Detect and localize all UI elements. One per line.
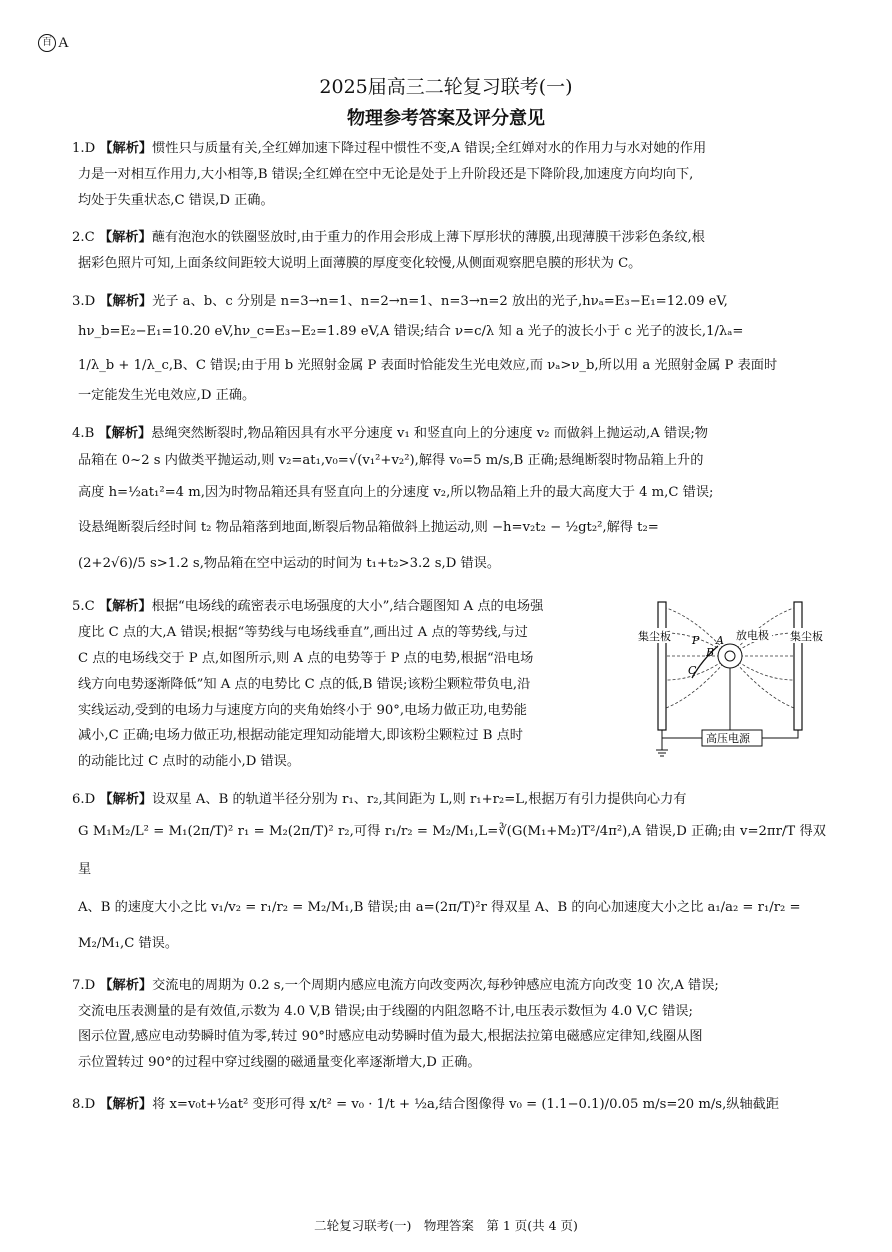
- point-label-c: C: [688, 664, 697, 678]
- answer-line: 度比 C 点的大,A 错误;根据“等势线与电场线垂直”,画出过 A 点的等势线,与过: [78, 625, 528, 641]
- answer-line: 1/λ_b + 1/λ_c,B、C 错误;由于用 b 光照射金属 P 表面时恰能发生光电效应,而 νₐ>ν_b,所以用 a 光照射金属 P 表面时: [78, 357, 778, 373]
- analysis-tag: 【解析】: [99, 791, 153, 807]
- answer-line: G M₁M₂/L² = M₁(2π/T)² r₁ = M₂(2π/T)² r₂,可得 r₁/r₂ = M₂/M₁,L=∛(G(M₁+M₂)T²/4π²),A 错误,D 正确;由 v=2πr/T 得双星: [78, 823, 826, 877]
- answer-line: 实线运动,受到的电场力与速度方向的夹角始终小于 90°,电场力做正功,电势能: [78, 702, 527, 718]
- point-label-p: P: [692, 634, 700, 648]
- left-collector-plate: [658, 602, 666, 730]
- answer-item: [72, 1088, 826, 1122]
- answer-item: [72, 787, 826, 961]
- answer-line: 均处于失重状态,C 错误,D 正确。: [78, 192, 274, 208]
- analysis-tag: 【解析】: [99, 1096, 153, 1112]
- corner-mark: [38, 34, 69, 52]
- analysis-tag: 【解析】: [99, 977, 153, 993]
- answer-item: [72, 225, 826, 277]
- answer-item: [72, 594, 826, 775]
- page-footer: 二轮复习联考(一) 物理答案 第 1 页(共 4 页): [314, 1218, 578, 1233]
- analysis-tag: 【解析】: [98, 599, 152, 615]
- answer-line: A、B 的速度大小之比 v₁/v₂ = r₁/r₂ = M₂/M₁,B 错误;由 a=(2π/T)²r 得双星 A、B 的向心加速度大小之比 a₁/a₂ = r₁/r₂ =: [78, 899, 801, 915]
- answer-line: M₂/M₁,C 错误。: [78, 935, 179, 951]
- question-number: 1.D: [72, 141, 96, 156]
- answer-line: [72, 421, 826, 447]
- answer-line: 据彩色照片可知,上面条纹间距较大说明上面薄膜的厚度变化较慢,从侧面观察肥皂膜的形状为 C。: [78, 256, 642, 272]
- answer-line: C 点的电场线交于 P 点,如图所示,则 A 点的电势等于 P 点的电势,根据“沿电场: [78, 650, 534, 666]
- answer-line: [72, 225, 826, 251]
- electrostatic-precipitator-figure: [636, 598, 826, 758]
- answer-text: 根据“电场线的疏密表示电场强度的大小”,结合题图知 A 点的电场强: [151, 599, 544, 615]
- answer-item: [72, 421, 826, 583]
- answer-line: 力是一对相互作用力,大小相等,B 错误;全红婵在空中无论是处于上升阶段还是下降阶段,加速度方向均向下,: [78, 166, 694, 182]
- answer-content: [72, 136, 826, 1134]
- question-number: 7.D: [72, 977, 96, 993]
- answer-text: 蘸有泡泡水的铁圈竖放时,由于重力的作用会形成上薄下厚形状的薄膜,出现薄膜干涉彩色条纹,根: [151, 230, 705, 246]
- answer-text: 将 x=v₀t+½at² 变形可得 x/t² = v₀ · 1/t + ½a,结合图像得 v₀ = (1.1−0.1)/0.05 m/s=20 m/s,纵轴截距: [152, 1096, 780, 1112]
- answer-line: hν_b=E₂−E₁=10.20 eV,hν_c=E₃−E₂=1.89 eV,A 错误;结合 ν=c/λ 知 a 光子的波长小于 c 光子的波长,1/λₐ=: [78, 323, 744, 339]
- page-title: 2025届高三二轮复习联考(一): [319, 76, 573, 98]
- answer-line: 减小,C 正确;电场力做正功,根据动能定理知动能增大,即该粉尘颗粒过 B 点时: [78, 728, 523, 744]
- answer-line: (2+2√6)/5 s>1.2 s,物品箱在空中运动的时间为 t₁+t₂>3.2 s,D 错误。: [78, 556, 501, 572]
- left-wire: [662, 730, 702, 738]
- answer-item: [72, 289, 826, 409]
- right-wire: [762, 730, 798, 738]
- answer-item: [72, 973, 826, 1076]
- point-label-b: B: [706, 646, 715, 660]
- answer-line: [72, 1088, 826, 1122]
- answer-line: 线方向电势逐渐降低”知 A 点的电势比 C 点的低,B 错误;该粉尘颗粒带负电,沿: [78, 676, 531, 692]
- question-number: 8.D: [72, 1096, 96, 1112]
- analysis-tag: 【解析】: [98, 230, 152, 246]
- answer-line: [72, 973, 826, 999]
- answer-text: 惯性只与质量有关,全红婵加速下降过程中惯性不变,A 错误;全红婵对水的作用力与水对她的作用: [152, 141, 707, 156]
- right-plate-label: 集尘板: [790, 630, 823, 644]
- left-plate-label: 集尘板: [638, 630, 671, 644]
- corner-badge: 百: [38, 34, 56, 52]
- answer-line: 一定能发生光电效应,D 正确。: [78, 387, 256, 403]
- answer-line: [72, 594, 626, 620]
- answer-line: 高度 h=½at₁²=4 m,因为时物品箱还具有竖直向上的分速度 v₂,所以物品箱上升的最大高度大于 4 m,C 错误;: [78, 485, 714, 501]
- question-number: 2.C: [72, 230, 95, 246]
- answer-text-block: [72, 594, 626, 775]
- answer-text: 光子 a、b、c 分别是 n=3→n=1、n=2→n=1、n=3→n=2 放出的光子,hνₐ=E₃−E₁=12.09 eV,: [152, 293, 728, 309]
- answer-line: [72, 289, 826, 315]
- answer-line: 的动能比过 C 点时的动能小,D 错误。: [78, 754, 301, 770]
- answer-line: 交流电压表测量的是有效值,示数为 4.0 V,B 错误;由于线圈的内阻忽略不计,电压表示数恒为 4.0 V,C 错误;: [78, 1003, 693, 1019]
- answer-line: 设悬绳断裂后经时间 t₂ 物品箱落到地面,断裂后物品箱做斜上抛运动,则 −h=v₂t₂ − ½gt₂²,解得 t₂=: [78, 520, 659, 536]
- answer-line: 图示位置,感应电动势瞬时值为零,转过 90°时感应电动势瞬时值为最大,根据法拉第电磁感应定律知,线圈从图: [78, 1029, 703, 1045]
- answer-text: 设双星 A、B 的轨道半径分别为 r₁、r₂,其间距为 L,则 r₁+r₂=L,根据万有引力提供向心力有: [152, 791, 687, 807]
- question-number: 6.D: [72, 791, 96, 807]
- answer-line: 示位置转过 90°的过程中穿过线圈的磁通量变化率逐渐增大,D 正确。: [78, 1055, 481, 1071]
- discharge-electrode-inner: [725, 651, 735, 661]
- analysis-tag: 【解析】: [98, 425, 152, 441]
- analysis-tag: 【解析】: [99, 293, 153, 309]
- question-number: 5.C: [72, 599, 95, 615]
- page-subtitle: 物理参考答案及评分意见: [347, 108, 545, 129]
- supply-label: 高压电源: [706, 732, 750, 746]
- answer-line: [72, 136, 826, 162]
- answer-text: 交流电的周期为 0.2 s,一个周期内感应电流方向改变两次,每秒钟感应电流方向改变 10 次,A 错误;: [152, 977, 719, 993]
- answer-text: 悬绳突然断裂时,物品箱因具有水平分速度 v₁ 和竖直向上的分速度 v₂ 而做斜上抛运动,A 错误;物: [151, 425, 708, 441]
- electrode-label: 放电极: [736, 629, 769, 643]
- right-collector-plate: [794, 602, 802, 730]
- answer-line: 品箱在 0~2 s 内做类平抛运动,则 v₂=at₁,v₀=√(v₁²+v₂²),解得 v₀=5 m/s,B 正确;悬绳断裂时物品箱上升的: [78, 453, 704, 469]
- answer-line: [72, 787, 826, 813]
- analysis-tag: 【解析】: [99, 141, 153, 156]
- answer-item: [72, 136, 826, 213]
- corner-letter: A: [58, 34, 69, 51]
- question-number: 3.D: [72, 293, 96, 309]
- question-number: 4.B: [72, 425, 95, 441]
- point-label-a: A: [716, 634, 724, 648]
